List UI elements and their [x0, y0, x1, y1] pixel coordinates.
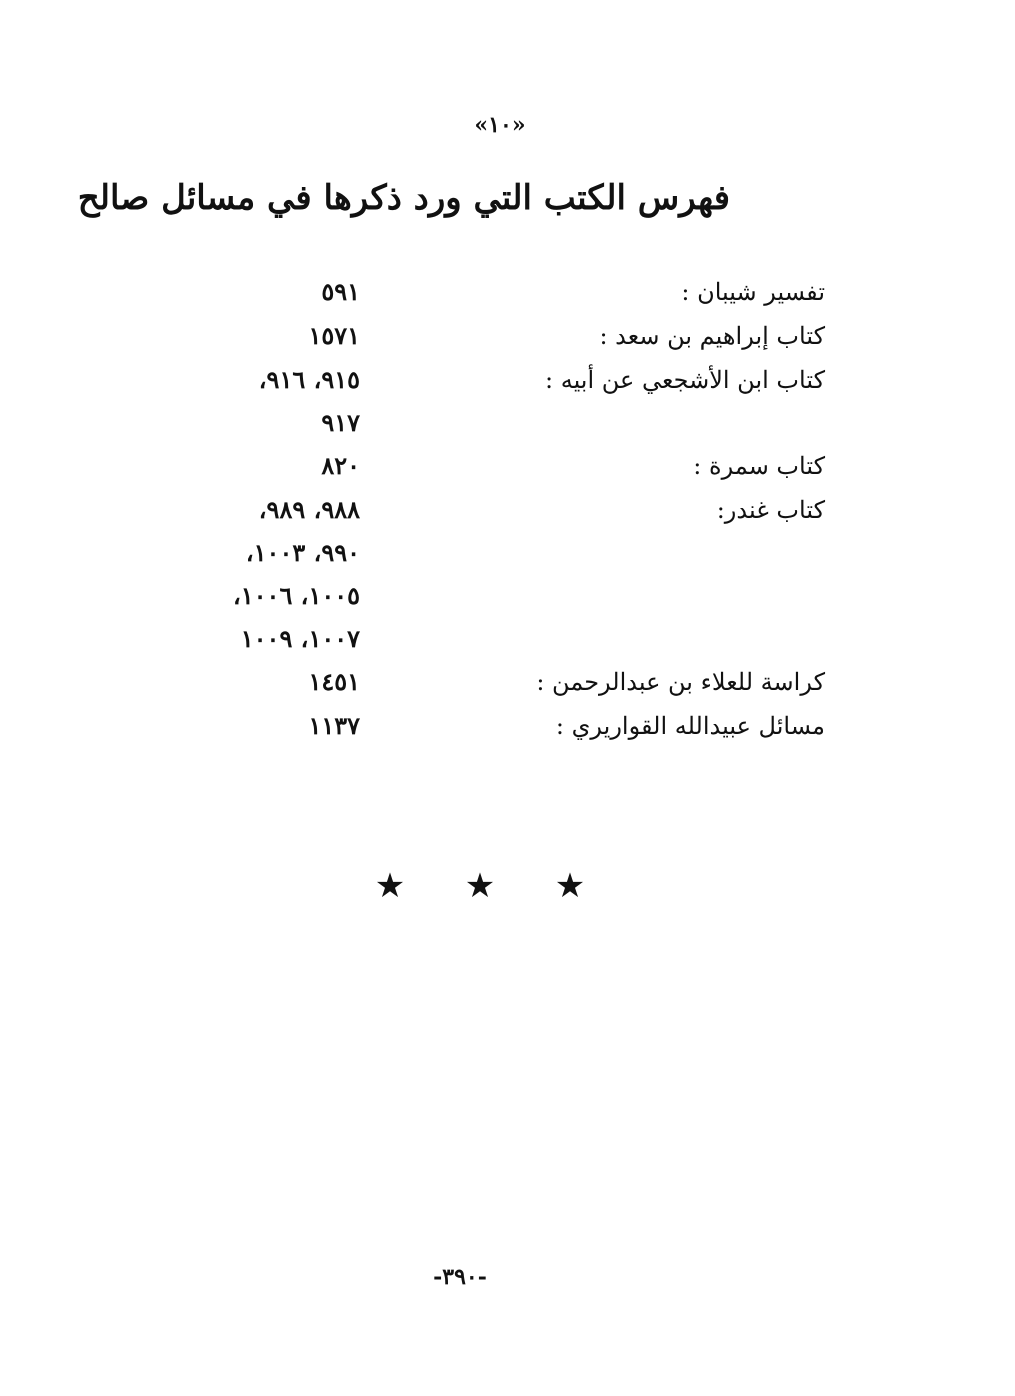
index-entry-samura [180, 444, 825, 488]
index-entry-ibrahim-ibn-saad [180, 314, 825, 358]
page-refs-line: ١١٣٧ [308, 711, 360, 740]
index-entry-title: كراسة للعلاء بن عبدالرحمن : [536, 668, 825, 696]
index-entry-pages [180, 660, 525, 703]
page-refs-line: ٩١٥، ٩١٦، [258, 365, 360, 394]
star-icon: ★ [374, 866, 406, 906]
page-refs-line: ١٠٠٧، ١٠٠٩ [240, 624, 360, 653]
section-divider-stars [370, 866, 590, 906]
page-refs-line: ١٤٥١ [308, 667, 360, 696]
index-entry-pages [180, 488, 525, 660]
page-refs-line: ٨٢٠ [321, 451, 360, 480]
index-entry-title: كتاب غندر: [716, 496, 825, 524]
index-entry-title: كتاب سمرة : [693, 452, 825, 480]
index-entry-pages [180, 314, 525, 357]
index-entry-pages [180, 358, 525, 444]
page-title: فهرس الكتب التي ورد ذكرها في مسائل صالح [77, 178, 730, 218]
index-entry-title: كتاب إبراهيم بن سعد : [599, 322, 825, 350]
page-refs-line: ١٠٠٥، ١٠٠٦، [233, 581, 360, 610]
index-entry-title: مسائل عبيدالله القواريري : [555, 712, 825, 740]
index-entry-ghundar [180, 488, 825, 660]
index-entry-pages [180, 270, 525, 313]
page-refs-line: ٥٩١ [321, 277, 360, 306]
index-entry-title: تفسير شيبان : [681, 278, 825, 306]
section-number: «١٠» [474, 112, 526, 138]
page-refs-line: ٩١٧ [321, 408, 360, 437]
page-number: -٣٩٠- [433, 1264, 487, 1290]
index-entry-al-ala-kurrasa [180, 660, 825, 704]
page-refs-line: ٩٨٨، ٩٨٩، [258, 495, 360, 524]
index-entry-ibn-al-ashjai [180, 358, 825, 444]
star-icon: ★ [554, 866, 586, 906]
star-icon: ★ [464, 866, 496, 906]
index-entry-al-qawariri [180, 704, 825, 748]
index-entry-pages [180, 704, 525, 747]
index-entry-pages [180, 444, 525, 487]
index-entry-title: كتاب ابن الأشجعي عن أبيه : [544, 366, 825, 394]
page-refs-line: ١٥٧١ [308, 321, 360, 350]
index-entry-tafsir-shayban [180, 270, 825, 314]
book-index-list [180, 270, 825, 748]
page-refs-line: ٩٩٠، ١٠٠٣، [245, 538, 360, 567]
